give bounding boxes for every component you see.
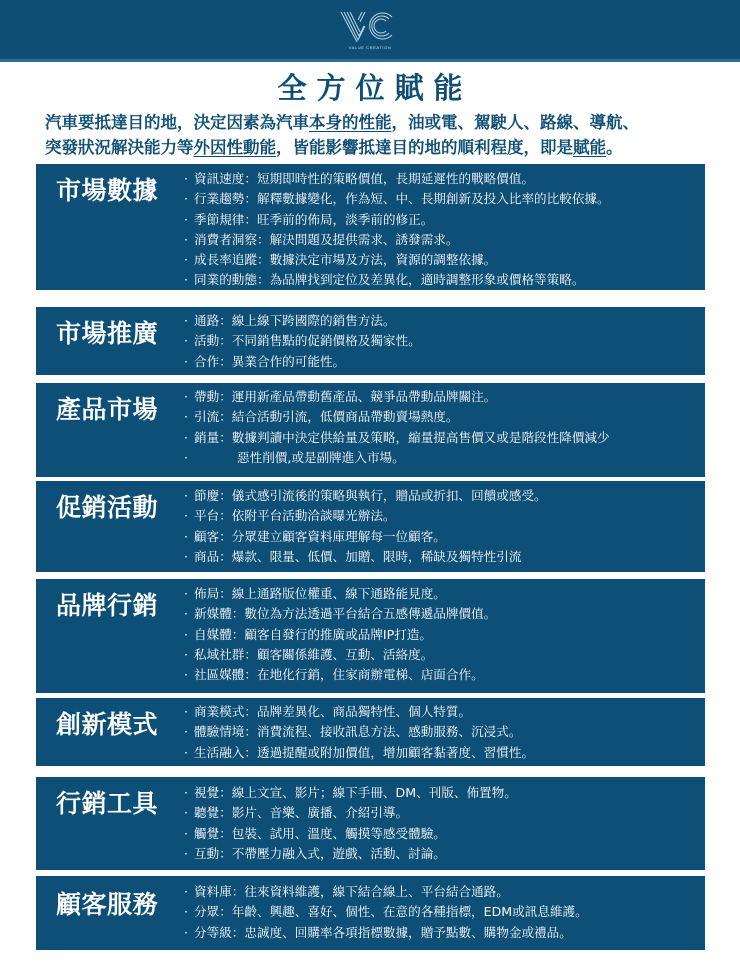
continuation-text: 惡性削價,或是副牌進入市場。 <box>237 449 405 465</box>
list-item: · 顧客：分眾建立顧客資料庫理解每一位顧客。 <box>184 527 697 547</box>
intro-text: 汽車要抵達目的地，決定因素為汽車 <box>45 113 309 132</box>
list-item: · 節慶：儀式感引流後的策略與執行，贈品或折扣、回饋或感受。 <box>184 486 697 506</box>
list-item: · 引流：結合活動引流，低價商品帶動賣場熱度。 <box>184 407 697 427</box>
section-title: 促銷活動 <box>56 493 159 522</box>
list-item-continuation <box>184 448 697 468</box>
section-marketing-tools <box>36 777 705 870</box>
section-item-list <box>184 702 697 763</box>
header-banner <box>0 0 740 62</box>
section-market-data <box>36 164 705 290</box>
section-innovation-model <box>36 698 705 766</box>
intro-text: 突發狀況解決能力等 <box>45 138 194 157</box>
section-item-list <box>184 783 697 864</box>
section-item-list <box>184 486 697 567</box>
intro-line-2 <box>45 135 725 160</box>
section-title: 品牌行銷 <box>56 591 159 620</box>
intro-text: 。 <box>606 138 623 157</box>
section-market-promotion <box>36 307 705 375</box>
section-customer-service <box>36 876 705 950</box>
list-item: · 聽覺：影片、音樂、廣播、介紹引導。 <box>184 803 697 823</box>
intro-text: ，皆能影響抵達目的地的順利程度，即是 <box>276 138 573 157</box>
section-item-list <box>184 584 697 685</box>
list-item: · 私域社群：顧客關係維護、互動、活絡度。 <box>184 645 697 665</box>
list-item: · 資訊速度：短期即時性的策略價值，長期延遲性的戰略價值。 <box>184 169 697 189</box>
intro-paragraph <box>45 110 725 160</box>
list-item: · 商業模式：品牌差異化、商品獨特性、個人特質。 <box>184 702 697 722</box>
section-item-list <box>184 387 697 468</box>
list-item: · 成長率追蹤：數據決定市場及方法，資源的調整依據。 <box>184 250 697 270</box>
list-item: · 分眾：年齡、興趣、喜好、個性、在意的各種指標，EDM或訊息維護。 <box>184 902 697 922</box>
section-product-market <box>36 383 705 477</box>
list-item: · 活動：不同銷售點的促銷價格及獨家性。 <box>184 331 697 351</box>
page-title: 全方位賦能 <box>277 71 473 105</box>
list-item: · 自媒體：顧客自發行的推廣或品牌IP打造。 <box>184 625 697 645</box>
section-item-list <box>184 169 697 291</box>
list-item: · 新媒體：數位為方法透過平台結合五感傳遞品牌價值。 <box>184 604 697 624</box>
intro-emphasis: 賦能 <box>573 138 606 157</box>
section-title: 市場數據 <box>56 176 159 205</box>
list-item: · 同業的動態：為品牌找到定位及差異化，適時調整形象或價格等策略。 <box>184 270 697 290</box>
section-title: 產品市場 <box>56 395 159 424</box>
list-item: · 觸覺：包裝、試用、溫度、觸摸等感受體驗。 <box>184 824 697 844</box>
section-title: 行銷工具 <box>56 789 159 818</box>
vc-logo-icon <box>338 8 402 44</box>
intro-text: ，油或電、駕駛人、路線、導航、 <box>391 113 639 132</box>
list-item: · 社區媒體：在地化行銷，住家商辦電梯、店面合作。 <box>184 665 697 685</box>
list-item: · 佈局：線上通路版位權重、線下通路能見度。 <box>184 584 697 604</box>
section-item-list <box>184 311 697 372</box>
section-title: 顧客服務 <box>56 890 159 919</box>
list-item: · 帶動：運用新產品帶動舊產品、競爭品帶動品牌關注。 <box>184 387 697 407</box>
section-brand-marketing <box>36 579 705 693</box>
intro-emphasis: 外因性動能 <box>193 138 276 157</box>
intro-line-1 <box>45 110 725 135</box>
list-item: · 商品：爆款、限量、低價、加贈、限時，稀缺及獨特性引流 <box>184 547 697 567</box>
logo-subtitle: VALUE CREATION <box>348 45 392 50</box>
list-item: · 銷量：數據判讀中決定供給量及策略，縮量提高售價又或是階段性降價減少 <box>184 428 697 448</box>
list-item: · 合作：異業合作的可能性。 <box>184 352 697 372</box>
list-item: · 季節規律：旺季前的佈局，淡季前的修正。 <box>184 210 697 230</box>
list-item: · 消費者洞察：解決問題及提供需求、誘發需求。 <box>184 230 697 250</box>
list-item: · 資料庫：往來資料維護，線下結合線上、平台結合通路。 <box>184 882 697 902</box>
list-item: · 平台：依附平台活動洽談曝光辦法。 <box>184 506 697 526</box>
list-item: · 行業趨勢：解釋數據變化，作為短、中、長期創新及投入比率的比較依據。 <box>184 189 697 209</box>
list-item: · 互動：不帶壓力融入式，遊戲、活動、討論。 <box>184 844 697 864</box>
section-title: 創新模式 <box>56 710 159 739</box>
section-title: 市場推廣 <box>56 319 159 348</box>
intro-emphasis: 本身的性能 <box>309 113 392 132</box>
section-item-list <box>184 882 697 943</box>
list-item: · 分等級：忠誠度、回購率各項指標數據，贈予點數、購物金或禮品。 <box>184 923 697 943</box>
list-item: · 視覺：線上文宣、影片；線下手冊、DM、刊版、佈置物。 <box>184 783 697 803</box>
list-item: · 通路：線上線下跨國際的銷售方法。 <box>184 311 697 331</box>
list-item: · 生活融入：透過提醒或附加價值，增加顧客黏著度、習慣性。 <box>184 743 697 763</box>
brand-logo <box>338 8 402 54</box>
list-item: · 體驗情境：消費流程、接收訊息方法、感動服務、沉浸式。 <box>184 722 697 742</box>
section-sales-promotion <box>36 481 705 572</box>
